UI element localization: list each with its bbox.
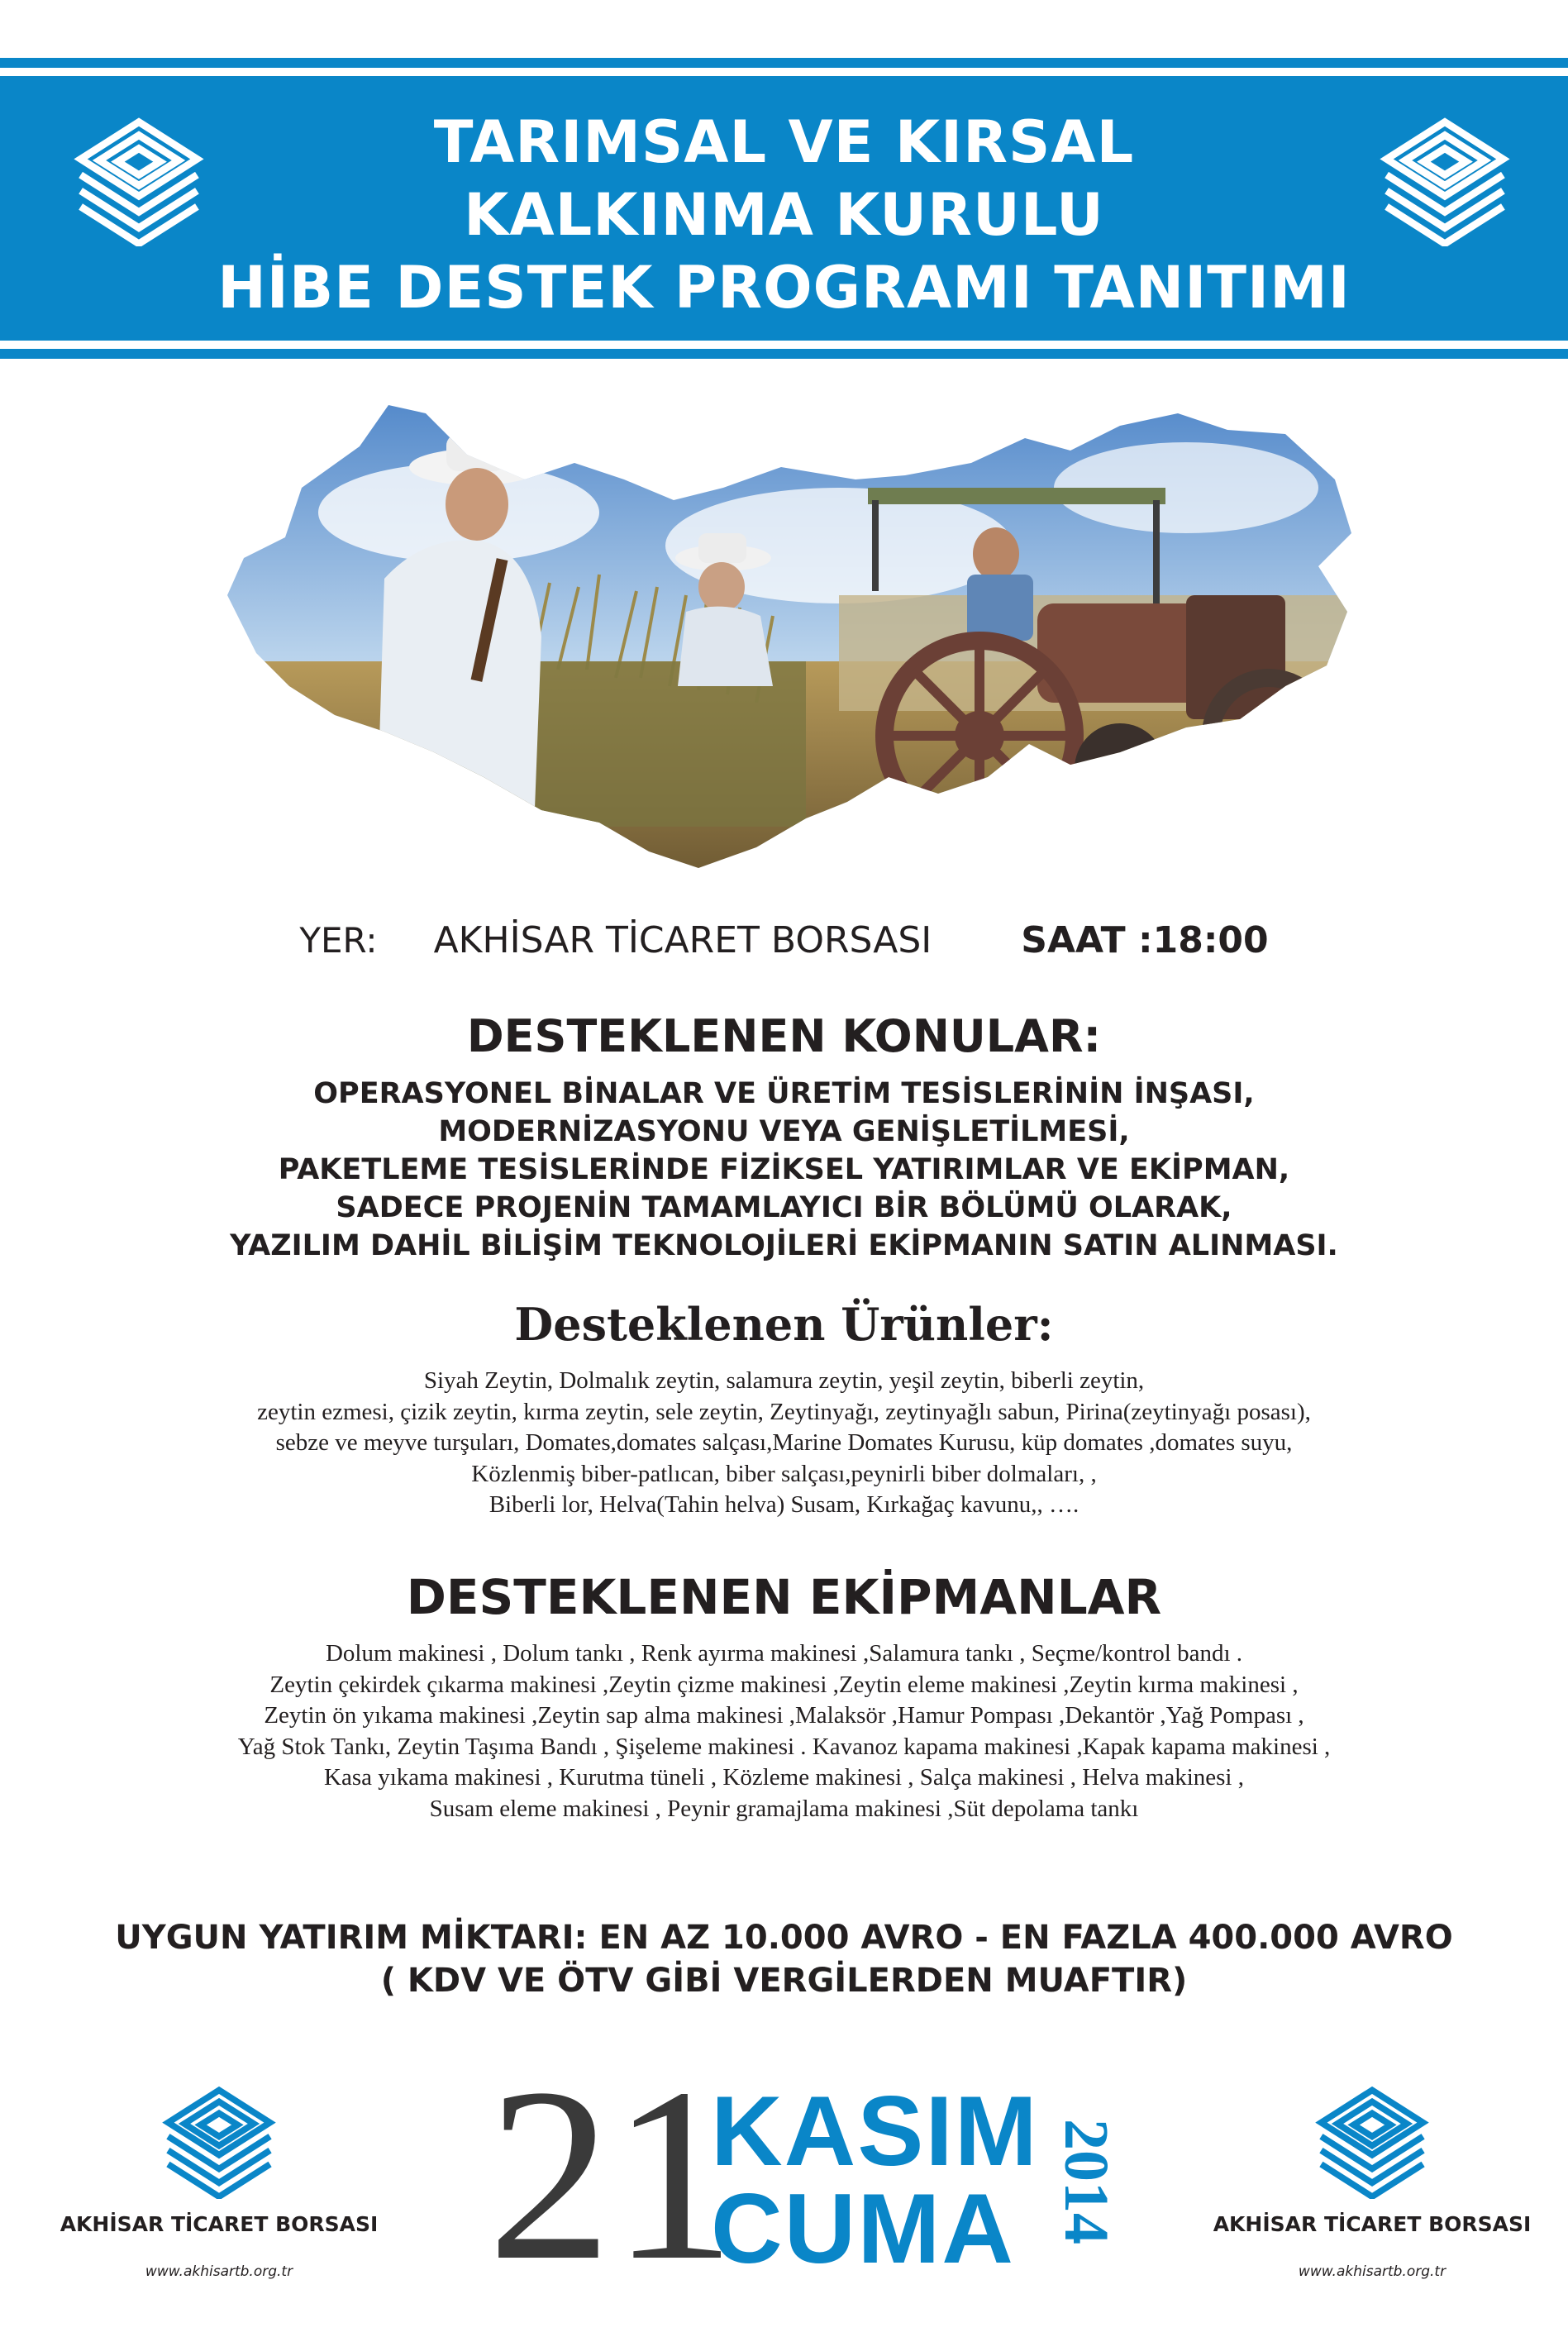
title-line: TARIMSAL VE KIRSAL <box>433 108 1135 176</box>
time-label: SAAT :18:00 <box>1021 919 1269 961</box>
org-name: AKHİSAR TİCARET BORSASI <box>1213 2212 1532 2236</box>
website-link[interactable]: www.akhisartb.org.tr <box>1298 2263 1446 2280</box>
konular-heading: DESTEKLENEN KONULAR: <box>466 1010 1102 1062</box>
urunler-line: zeytin ezmesi, çizik zeytin, kırma zeytin, sele zeytin, Zeytinyağı, zeytinyağlı sabun, Pirina(zeytinyağı posası), <box>257 1398 1311 1425</box>
ekipmanlar-line: Kasa yıkama makinesi , Kurutma tüneli , Közleme makinesi , Salça makinesi , Helva makinesi , <box>324 1764 1244 1791</box>
konular-line: SADECE PROJENİN TAMAMLAYICI BİR BÖLÜMÜ OLARAK, <box>336 1191 1232 1224</box>
urunler-line: Siyah Zeytin, Dolmalık zeytin, salamura zeytin, yeşil zeytin, biberli zeytin, <box>423 1367 1145 1394</box>
ekipmanlar-list <box>0 1638 1568 1824</box>
title-line: KALKINMA KURULU <box>464 181 1104 249</box>
ekipmanlar-heading: DESTEKLENEN EKİPMANLAR <box>406 1569 1162 1625</box>
date-weekday: CUMA <box>711 2173 1015 2284</box>
tax-exempt-note: ( KDV VE ÖTV GİBİ VERGİLERDEN MUAFTIR) <box>380 1962 1188 2000</box>
urunler-line: sebze ve meyve turşuları, Domates,domates salçası,Marine Domates Kurusu, küp domates ,domates suyu, <box>275 1429 1293 1456</box>
farming-photo <box>211 389 1364 876</box>
date-day: 21 <box>488 2037 736 2311</box>
top-stripe <box>0 58 1568 68</box>
ekipmanlar-line: Zeytin çekirdek çıkarma makinesi ,Zeytin çizme makinesi ,Zeytin eleme makinesi ,Zeytin kırma makinesi , <box>269 1671 1299 1698</box>
location-value: AKHİSAR TİCARET BORSASI <box>433 919 932 961</box>
urunler-line: Biberli lor, Helva(Tahin helva) Susam, Kırkağaç kavunu,, …. <box>489 1491 1079 1518</box>
org-name: AKHİSAR TİCARET BORSASI <box>60 2212 379 2236</box>
ekipmanlar-line: Zeytin ön yıkama makinesi ,Zeytin sap alma makinesi ,Malaksör ,Hamur Pompası ,Dekantör ,Yağ Pompası , <box>264 1702 1304 1729</box>
atb-logo-icon <box>1379 114 1511 246</box>
konular-line: MODERNİZASYONU VEYA GENİŞLETİLMESİ, <box>438 1115 1130 1148</box>
konular-line: PAKETLEME TESİSLERİNDE FİZİKSEL YATIRIMLAR VE EKİPMAN, <box>278 1153 1290 1186</box>
urunler-list <box>0 1366 1568 1521</box>
konular-list <box>0 1075 1568 1265</box>
page-title <box>182 106 1386 324</box>
konular-line: YAZILIM DAHİL BİLİŞİM TEKNOLOJİLERİ EKİPMANIN SATIN ALINMASI. <box>230 1229 1338 1262</box>
investment-amount <box>0 1916 1568 2002</box>
bottom-stripe <box>0 349 1568 359</box>
event-location-time <box>0 919 1568 961</box>
date-month: KASIM <box>711 2076 1039 2187</box>
ekipmanlar-line: Dolum makinesi , Dolum tankı , Renk ayırma makinesi ,Salamura tankı , Seçme/kontrol bandı . <box>325 1640 1243 1667</box>
atb-logo-icon <box>1314 2083 1430 2199</box>
urunler-line: Közlenmiş biber-patlıcan, biber salçası,peynirli biber dolmaları, , <box>471 1460 1097 1487</box>
website-link[interactable]: www.akhisartb.org.tr <box>145 2263 293 2280</box>
investment-line: UYGUN YATIRIM MİKTARI: EN AZ 10.000 AVRO - EN FAZLA 400.000 AVRO <box>115 1919 1453 1957</box>
date-year: 2014 <box>1051 2119 1121 2244</box>
urunler-heading: Desteklenen Ürünler: <box>514 1298 1054 1351</box>
atb-logo-icon <box>161 2083 277 2199</box>
location-label: YER: <box>299 920 378 961</box>
ekipmanlar-line: Yağ Stok Tankı, Zeytin Taşıma Bandı , Şişeleme makinesi . Kavanoz kapama makinesi ,Kapak kapama makinesi , <box>237 1733 1331 1760</box>
title-line: HİBE DESTEK PROGRAMI TANITIMI <box>217 254 1351 322</box>
konular-line: OPERASYONEL BİNALAR VE ÜRETİM TESİSLERİNİN İNŞASI, <box>313 1077 1255 1110</box>
ekipmanlar-line: Susam eleme makinesi , Peynir gramajlama makinesi ,Süt depolama tankı <box>429 1795 1139 1822</box>
